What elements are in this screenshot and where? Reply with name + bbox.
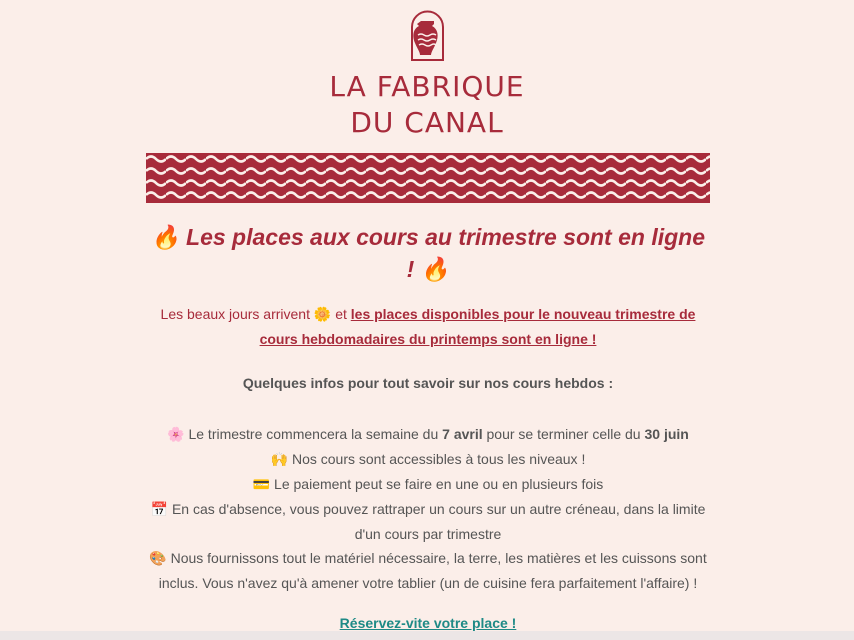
info-item-levels: 🙌 Nos cours sont accessibles à tous les niveaux ! — [270, 451, 586, 468]
flower-icon: 🌸 — [167, 427, 185, 443]
reserve-link[interactable]: Réservez-vite votre place ! — [339, 615, 517, 631]
palette-icon: 🎨 — [149, 551, 167, 567]
intro-paragraph — [146, 302, 710, 351]
scroll-edge — [0, 631, 854, 640]
logo-title-line1: LA FABRIQUE — [329, 70, 525, 103]
wave-banner — [146, 153, 710, 203]
info-item-absence: 📅 En cas d'absence, vous pouvez rattraper un cours sur un autre créneau, dans la limite d'un cours par trimestre — [150, 501, 706, 542]
daisy-icon: 🌼 — [313, 307, 332, 323]
info-subtitle: Quelques infos pour tout savoir sur nos cours hebdos : — [242, 375, 614, 391]
start-date: 7 avril — [442, 426, 483, 442]
intro-connector: et — [335, 306, 347, 322]
places-link[interactable]: les places disponibles pour le nouveau trimestre de cours hebdomadaires du printemps sont en ligne ! — [259, 306, 696, 347]
headline-text: Les places aux cours au trimestre sont en ligne ! — [186, 224, 705, 282]
fire-icon: 🔥 — [151, 225, 180, 251]
raised-hands-icon: 🙌 — [270, 452, 289, 468]
info-item-material: 🎨 Nous fournissons tout le matériel nécessaire, la terre, les matières et les cuissons sont inclus. Vous n'avez qu'à amener votre tablier (un de cuisine fera parfaitement l'affaire) ! — [149, 550, 707, 591]
info-list — [146, 422, 710, 595]
end-date: 30 juin — [644, 426, 689, 442]
headline — [146, 222, 710, 286]
info-item-payment: 💳 Le paiement peut se faire en une ou en plusieurs fois — [252, 476, 604, 493]
calendar-icon: 📅 — [150, 502, 169, 518]
vase-arch-icon — [409, 9, 446, 61]
credit-card-icon: 💳 — [252, 477, 271, 493]
fire-icon: 🔥 — [420, 257, 450, 283]
info-item-dates: 🌸 Le trimestre commencera la semaine du 7 avril pour se terminer celle du 30 juin — [167, 426, 689, 443]
intro-prefix: Les beaux jours arrivent — [160, 306, 310, 322]
logo-title-line2: DU CANAL — [350, 106, 504, 139]
